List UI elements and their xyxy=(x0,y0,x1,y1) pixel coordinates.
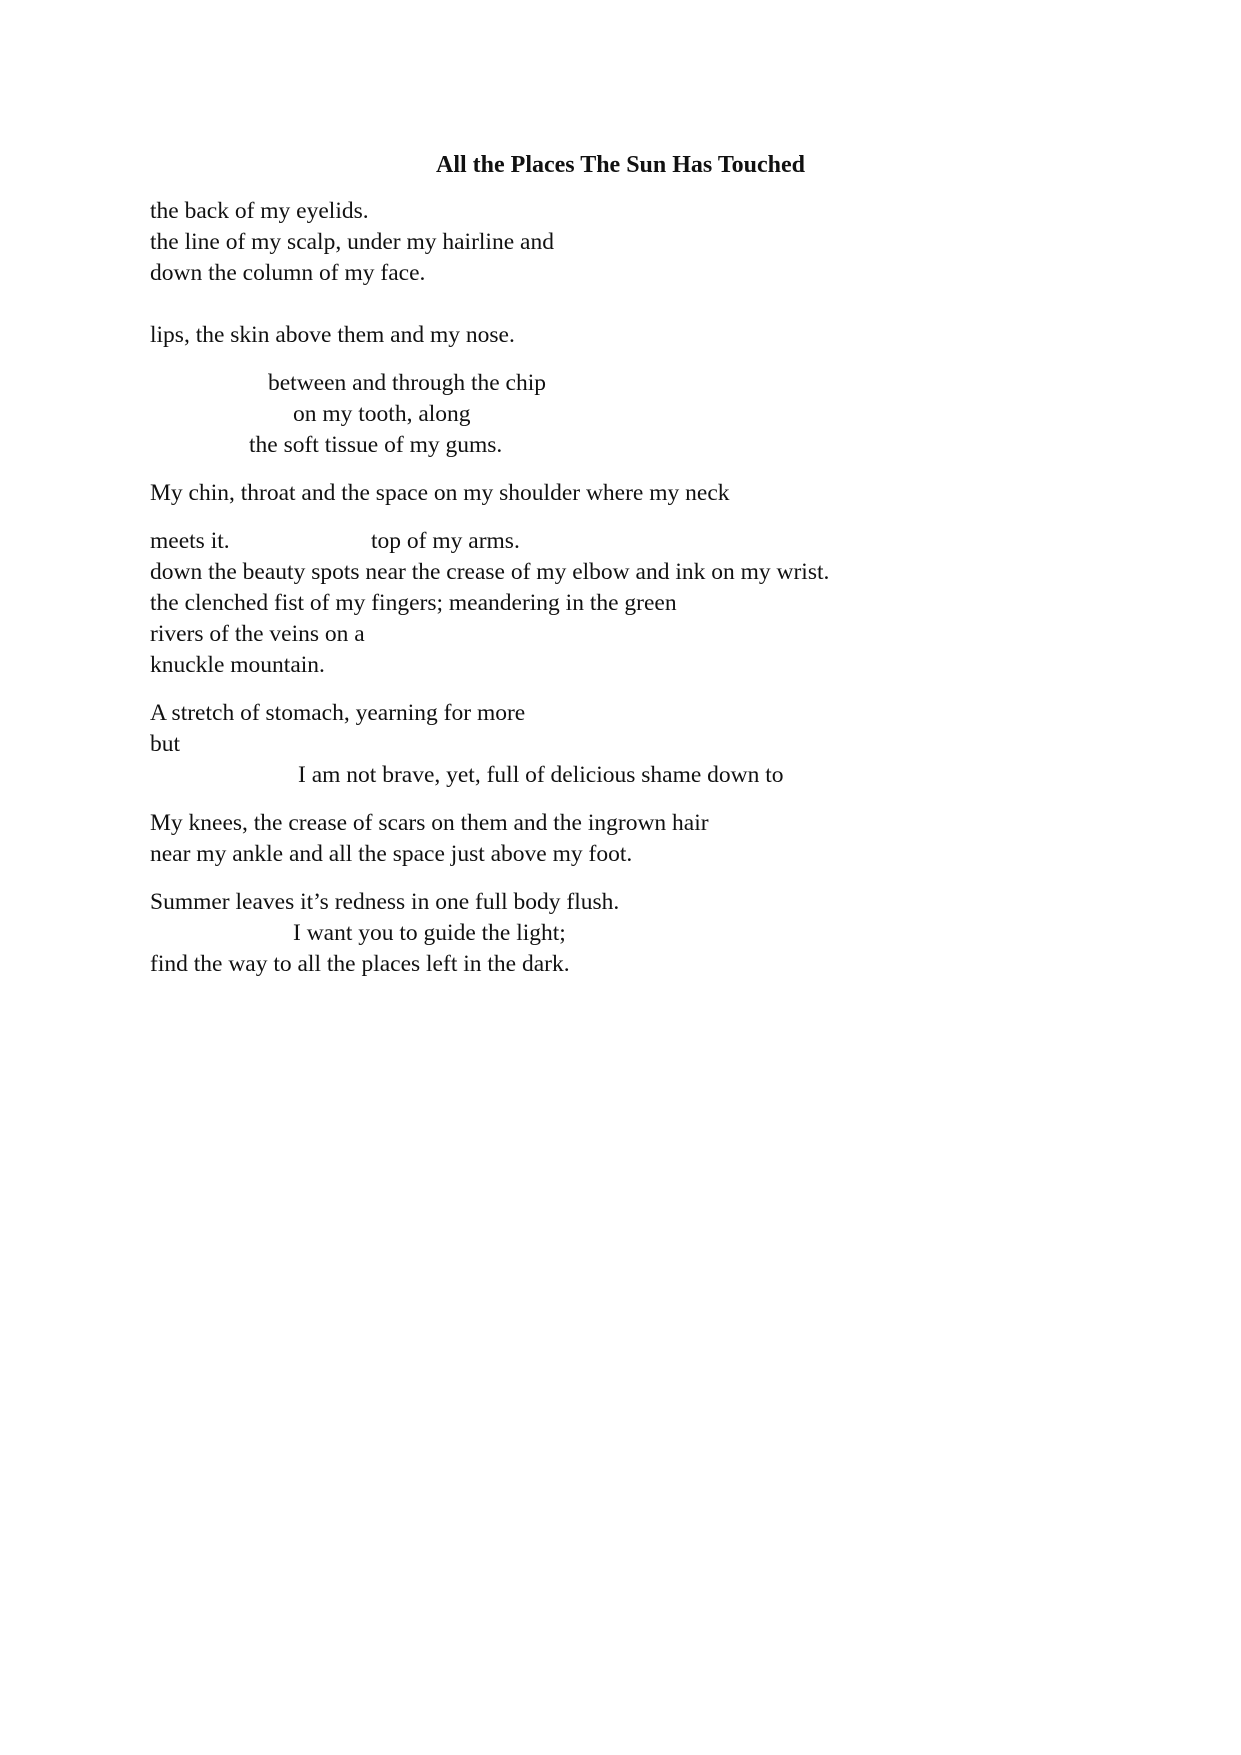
poem-line: My knees, the crease of scars on them and the ingrown hair xyxy=(150,810,709,836)
poem-line: the back of my eyelids. xyxy=(150,198,369,224)
poem-line: lips, the skin above them and my nose. xyxy=(150,322,515,348)
poem-line: between and through the chip xyxy=(268,370,546,396)
poem-line: down the column of my face. xyxy=(150,260,426,286)
poem-line: rivers of the veins on a xyxy=(150,621,365,647)
poem-line: the line of my scalp, under my hairline and xyxy=(150,229,554,255)
poem-line: near my ankle and all the space just above my foot. xyxy=(150,841,633,867)
poem-line: but xyxy=(150,731,181,757)
poem-line: top of my arms. xyxy=(371,528,520,554)
poem-line: Summer leaves it’s redness in one full body flush. xyxy=(150,889,620,915)
poem-line: meets it. xyxy=(150,528,230,554)
poem-title: All the Places The Sun Has Touched xyxy=(436,152,805,178)
poem-line: down the beauty spots near the crease of my elbow and ink on my wrist. xyxy=(150,559,830,585)
poem-line: knuckle mountain. xyxy=(150,652,325,678)
poem-line: I want you to guide the light; xyxy=(293,920,566,946)
poem-line: My chin, throat and the space on my shoulder where my neck xyxy=(150,480,730,506)
poem-line: the soft tissue of my gums. xyxy=(249,432,503,458)
poem-line: on my tooth, along xyxy=(293,401,471,427)
poem-line: find the way to all the places left in the dark. xyxy=(150,951,570,977)
poem-line: I am not brave, yet, full of delicious shame down to xyxy=(298,762,784,788)
poem-line: the clenched fist of my fingers; meandering in the green xyxy=(150,590,677,616)
poem-line: A stretch of stomach, yearning for more xyxy=(150,700,526,726)
